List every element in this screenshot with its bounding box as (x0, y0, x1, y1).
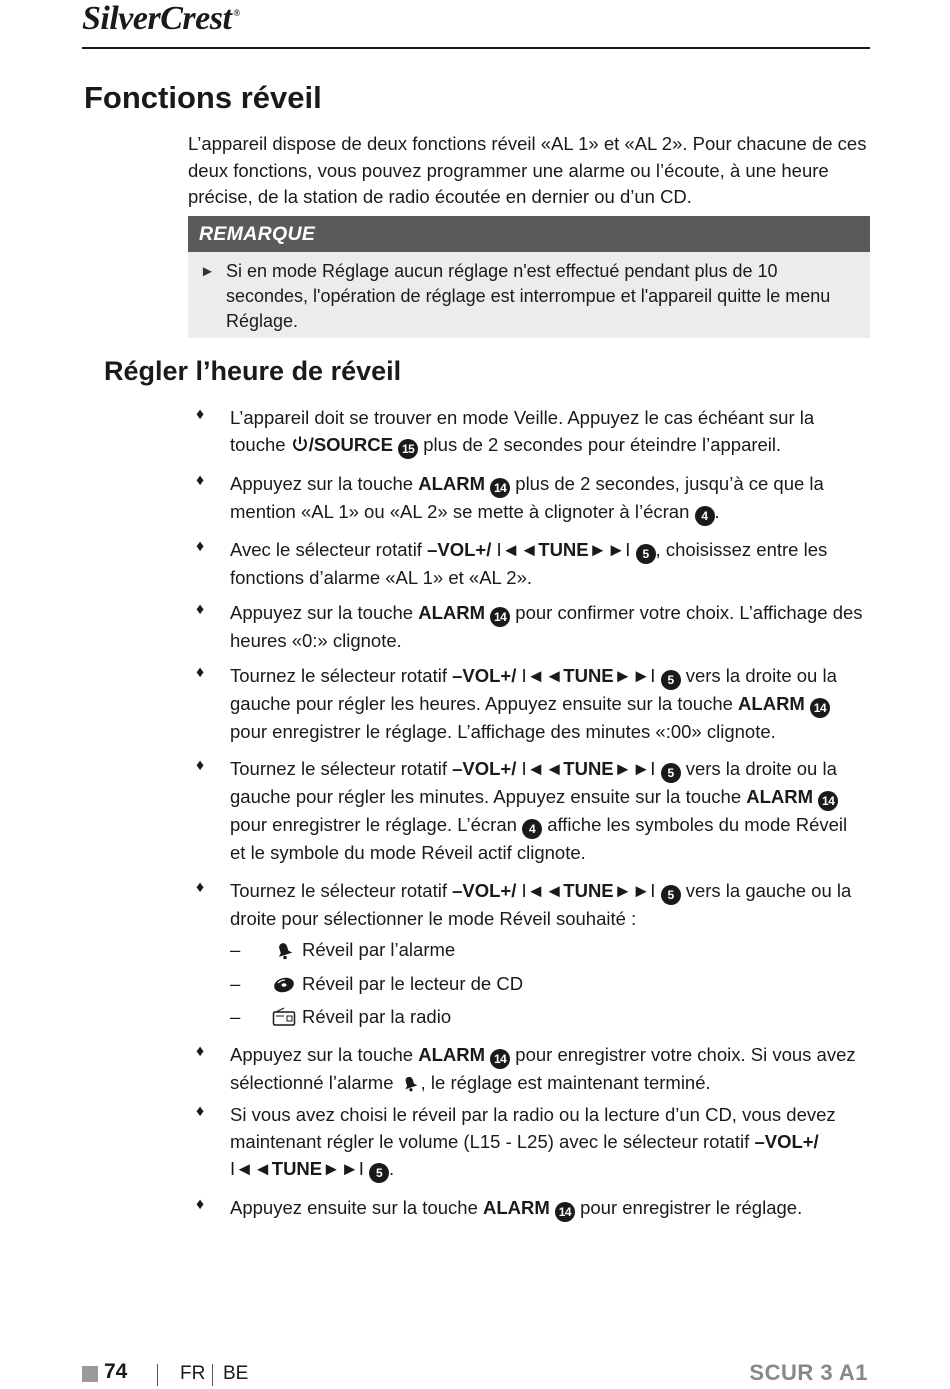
power-icon (291, 434, 309, 455)
footer-lang-fr: FR (180, 1363, 206, 1384)
page-number: 74 (104, 1360, 128, 1383)
bell-icon (272, 940, 296, 960)
bullet-diamond-icon: ♦ (196, 538, 205, 555)
footer-lang-be: BE (223, 1363, 249, 1384)
radio-icon (272, 1007, 296, 1027)
note-text: Si en mode Réglage aucun réglage n'est effectué pendant plus de 10 secondes, l'opération de réglage est interrompue et l'appareil quitte le menu Réglage. (226, 261, 831, 331)
ref-5: 5 (636, 544, 656, 564)
section-title: Régler l’heure de réveil (104, 356, 402, 386)
ref-14: 14 (555, 1202, 575, 1222)
bullet-diamond-icon: ♦ (196, 472, 205, 489)
ref-14: 14 (490, 1049, 510, 1069)
bell-icon (399, 1072, 421, 1093)
bullet-diamond-icon: ♦ (196, 879, 205, 896)
page-title: Fonctions réveil (84, 80, 322, 115)
ref-5: 5 (661, 670, 681, 690)
ref-5: 5 (369, 1163, 389, 1183)
bullet-diamond-icon: ♦ (196, 1043, 205, 1060)
intro-paragraph: L’appareil dispose de deux fonctions réveil «AL 1» et «AL 2». Pour chacune de ces deux fonctions, vous pouvez programmer une alarme ou l’écoute, à une heure précise, de la station de radio écoutée en dernier ou d’un CD. (188, 133, 867, 207)
ref-14: 14 (490, 478, 510, 498)
bullet-diamond-icon: ♦ (196, 664, 205, 681)
ref-5: 5 (661, 885, 681, 905)
bullet-diamond-icon: ♦ (196, 1103, 205, 1120)
note-header: REMARQUE (188, 216, 870, 252)
model-number: SCUR 3 A1 (749, 1360, 868, 1385)
ref-14: 14 (818, 791, 838, 811)
bullet-diamond-icon: ♦ (196, 757, 205, 774)
brand-logo: SilverCrest ® (82, 0, 240, 37)
ref-15: 15 (398, 439, 418, 459)
ref-4: 4 (695, 506, 715, 526)
arrow-icon: ► (200, 263, 215, 280)
ref-14: 14 (490, 607, 510, 627)
cd-icon (272, 974, 296, 994)
footer-divider (212, 1364, 213, 1386)
note-box (188, 252, 870, 338)
footer-divider (157, 1364, 158, 1386)
footer-square-icon (82, 1366, 98, 1382)
header-rule (82, 47, 870, 49)
ref-4: 4 (522, 819, 542, 839)
bullet-diamond-icon: ♦ (196, 601, 205, 618)
bullet-diamond-icon: ♦ (196, 406, 205, 423)
bullet-diamond-icon: ♦ (196, 1196, 205, 1213)
ref-14: 14 (810, 698, 830, 718)
ref-5: 5 (661, 763, 681, 783)
